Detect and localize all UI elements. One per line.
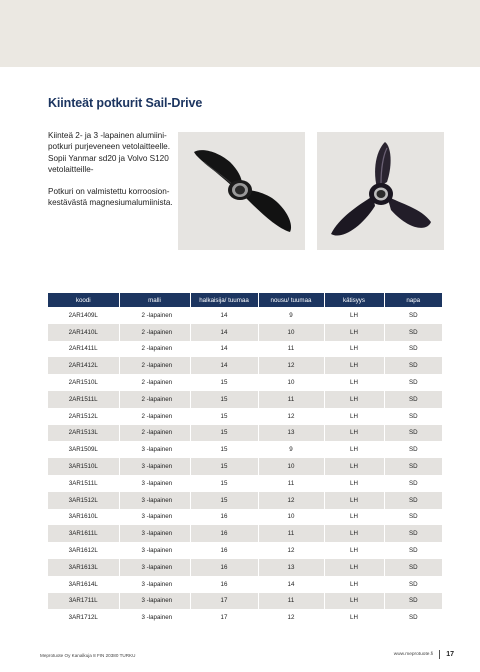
- table-cell-halkaisija: 16: [190, 525, 258, 542]
- table-cell-koodi: 3AR1611L: [48, 525, 119, 542]
- table-cell-koodi: 3AR1511L: [48, 475, 119, 492]
- table-cell-nousu: 10: [258, 509, 324, 526]
- table-row: [48, 341, 442, 358]
- table-cell-koodi: 2AR1411L: [48, 341, 119, 358]
- table-cell-halkaisija: 15: [190, 492, 258, 509]
- top-band: [0, 0, 480, 67]
- table-cell-nousu: 12: [258, 492, 324, 509]
- table-cell-katisyys: LH: [324, 374, 384, 391]
- table-cell-koodi: 2AR1409L: [48, 307, 119, 324]
- table-cell-halkaisija: 15: [190, 391, 258, 408]
- table-cell-nousu: 11: [258, 341, 324, 358]
- table-cell-koodi: 3AR1613L: [48, 559, 119, 576]
- table-row: [48, 509, 442, 526]
- table-cell-napa: SD: [384, 492, 442, 509]
- table-cell-nousu: 11: [258, 525, 324, 542]
- table-row: [48, 593, 442, 610]
- 3-blade-propeller-photo: [317, 132, 444, 250]
- table-row: [48, 492, 442, 509]
- table-cell-napa: SD: [384, 475, 442, 492]
- table-row: [48, 609, 442, 626]
- table-header-row: [48, 293, 442, 307]
- table-row: [48, 391, 442, 408]
- table-row: [48, 324, 442, 341]
- header-katisyys: kätisyys: [324, 293, 384, 307]
- table-cell-halkaisija: 15: [190, 475, 258, 492]
- table-cell-napa: SD: [384, 425, 442, 442]
- table-cell-napa: SD: [384, 593, 442, 610]
- table-cell-katisyys: LH: [324, 542, 384, 559]
- table-cell-nousu: 9: [258, 441, 324, 458]
- table-cell-katisyys: LH: [324, 425, 384, 442]
- table-cell-nousu: 10: [258, 458, 324, 475]
- table-cell-malli: 3 -lapainen: [119, 492, 190, 509]
- table-cell-napa: SD: [384, 441, 442, 458]
- table-cell-koodi: 3AR1512L: [48, 492, 119, 509]
- table-cell-halkaisija: 17: [190, 593, 258, 610]
- table-cell-koodi: 3AR1711L: [48, 593, 119, 610]
- table-cell-katisyys: LH: [324, 559, 384, 576]
- 3-blade-propeller-image: [317, 132, 444, 250]
- footer-url[interactable]: www.meprotuote.fi: [393, 652, 434, 657]
- footer-company: Meprotuote Oy Kanalkuja 8 FIN 20380 TURKU: [40, 653, 136, 658]
- header-nousu: nousu/ tuumaa: [258, 293, 324, 307]
- table-cell-nousu: 10: [258, 324, 324, 341]
- table-cell-malli: 2 -lapainen: [119, 408, 190, 425]
- table-row: [48, 458, 442, 475]
- table-cell-halkaisija: 14: [190, 324, 258, 341]
- page-number: 17: [446, 651, 454, 658]
- table-cell-malli: 3 -lapainen: [119, 559, 190, 576]
- table-cell-koodi: 2AR1412L: [48, 357, 119, 374]
- table-cell-napa: SD: [384, 559, 442, 576]
- table-cell-napa: SD: [384, 576, 442, 593]
- table-cell-nousu: 12: [258, 408, 324, 425]
- propeller-spec-table: [48, 293, 442, 626]
- table-row: [48, 374, 442, 391]
- table-cell-koodi: 3AR1614L: [48, 576, 119, 593]
- header-napa: napa: [384, 293, 442, 307]
- table-cell-halkaisija: 15: [190, 374, 258, 391]
- table-cell-malli: 3 -lapainen: [119, 525, 190, 542]
- table-cell-napa: SD: [384, 509, 442, 526]
- table-cell-nousu: 12: [258, 542, 324, 559]
- table-cell-halkaisija: 15: [190, 441, 258, 458]
- table-cell-napa: SD: [384, 357, 442, 374]
- table-cell-katisyys: LH: [324, 576, 384, 593]
- table-cell-halkaisija: 17: [190, 609, 258, 626]
- table-cell-malli: 2 -lapainen: [119, 341, 190, 358]
- intro-paragraph-2: Potkuri on valmistettu korroosion-kestävästä magnesiumalumiinista.: [48, 187, 173, 208]
- table-cell-koodi: 3AR1510L: [48, 458, 119, 475]
- table-cell-nousu: 12: [258, 357, 324, 374]
- table-cell-napa: SD: [384, 391, 442, 408]
- table-cell-halkaisija: 14: [190, 357, 258, 374]
- table-row: [48, 542, 442, 559]
- table-cell-malli: 3 -lapainen: [119, 576, 190, 593]
- table-cell-koodi: 3AR1612L: [48, 542, 119, 559]
- table-row: [48, 559, 442, 576]
- table-cell-napa: SD: [384, 609, 442, 626]
- table-row: [48, 525, 442, 542]
- table-cell-halkaisija: 15: [190, 458, 258, 475]
- table-cell-katisyys: LH: [324, 391, 384, 408]
- table-cell-katisyys: LH: [324, 408, 384, 425]
- table-cell-napa: SD: [384, 374, 442, 391]
- table-cell-malli: 2 -lapainen: [119, 425, 190, 442]
- table-cell-koodi: 2AR1410L: [48, 324, 119, 341]
- page-title: Kiinteät potkurit Sail-Drive: [48, 96, 203, 110]
- footer-right: [394, 650, 454, 659]
- intro-paragraph-1: Kiinteä 2- ja 3 -lapainen alumiini-potkuri purjeveneen vetolaitteelle. Sopii Yanmar sd20 ja Volvo S120 vetolaitteille-: [48, 131, 170, 174]
- table-cell-koodi: 2AR1510L: [48, 374, 119, 391]
- table-cell-malli: 3 -lapainen: [119, 441, 190, 458]
- table-cell-nousu: 13: [258, 559, 324, 576]
- table-cell-halkaisija: 16: [190, 559, 258, 576]
- table-cell-katisyys: LH: [324, 509, 384, 526]
- table-cell-koodi: 3AR1712L: [48, 609, 119, 626]
- table-cell-halkaisija: 14: [190, 341, 258, 358]
- table-cell-katisyys: LH: [324, 475, 384, 492]
- table-cell-malli: 3 -lapainen: [119, 509, 190, 526]
- table-cell-katisyys: LH: [324, 441, 384, 458]
- table-cell-nousu: 14: [258, 576, 324, 593]
- table-cell-koodi: 2AR1512L: [48, 408, 119, 425]
- header-halkaisija: halkaisija/ tuumaa: [190, 293, 258, 307]
- table-cell-halkaisija: 16: [190, 509, 258, 526]
- table-row: [48, 441, 442, 458]
- table-row: [48, 475, 442, 492]
- table-cell-halkaisija: 14: [190, 307, 258, 324]
- table-cell-nousu: 11: [258, 475, 324, 492]
- table-cell-katisyys: LH: [324, 324, 384, 341]
- table-cell-malli: 2 -lapainen: [119, 374, 190, 391]
- table-cell-napa: SD: [384, 324, 442, 341]
- table-cell-katisyys: LH: [324, 525, 384, 542]
- table-cell-napa: SD: [384, 542, 442, 559]
- table-cell-nousu: 13: [258, 425, 324, 442]
- table-cell-halkaisija: 16: [190, 542, 258, 559]
- table-cell-katisyys: LH: [324, 609, 384, 626]
- table-cell-nousu: 11: [258, 593, 324, 610]
- table-cell-nousu: 12: [258, 609, 324, 626]
- table-cell-katisyys: LH: [324, 357, 384, 374]
- 2-blade-propeller-image: [178, 132, 305, 250]
- table-cell-koodi: 3AR1610L: [48, 509, 119, 526]
- table-cell-napa: SD: [384, 408, 442, 425]
- table-cell-malli: 2 -lapainen: [119, 391, 190, 408]
- table-row: [48, 357, 442, 374]
- table-cell-koodi: 3AR1509L: [48, 441, 119, 458]
- intro-text: [48, 130, 178, 220]
- table-cell-malli: 3 -lapainen: [119, 593, 190, 610]
- header-malli: malli: [119, 293, 190, 307]
- table-cell-malli: 3 -lapainen: [119, 475, 190, 492]
- table-cell-nousu: 10: [258, 374, 324, 391]
- table-cell-malli: 3 -lapainen: [119, 609, 190, 626]
- table-cell-napa: SD: [384, 525, 442, 542]
- table-row: [48, 576, 442, 593]
- table-cell-katisyys: LH: [324, 341, 384, 358]
- table-cell-katisyys: LH: [324, 492, 384, 509]
- table-body: [48, 307, 442, 626]
- table-cell-malli: 2 -lapainen: [119, 324, 190, 341]
- table-cell-halkaisija: 16: [190, 576, 258, 593]
- table-cell-halkaisija: 15: [190, 425, 258, 442]
- table-cell-katisyys: LH: [324, 593, 384, 610]
- table-row: [48, 408, 442, 425]
- header-koodi: koodi: [48, 293, 119, 307]
- footer-divider: [439, 650, 440, 659]
- table-cell-malli: 3 -lapainen: [119, 458, 190, 475]
- table-cell-koodi: 2AR1511L: [48, 391, 119, 408]
- table-cell-napa: SD: [384, 458, 442, 475]
- 2-blade-propeller-photo: [178, 132, 305, 250]
- table-cell-koodi: 2AR1513L: [48, 425, 119, 442]
- table-cell-malli: 3 -lapainen: [119, 542, 190, 559]
- table-cell-malli: 2 -lapainen: [119, 357, 190, 374]
- table-cell-halkaisija: 15: [190, 408, 258, 425]
- table-row: [48, 307, 442, 324]
- table-cell-nousu: 9: [258, 307, 324, 324]
- table-cell-napa: SD: [384, 307, 442, 324]
- table-cell-katisyys: LH: [324, 458, 384, 475]
- table-cell-nousu: 11: [258, 391, 324, 408]
- table-cell-napa: SD: [384, 341, 442, 358]
- table-cell-malli: 2 -lapainen: [119, 307, 190, 324]
- table-cell-katisyys: LH: [324, 307, 384, 324]
- table-row: [48, 425, 442, 442]
